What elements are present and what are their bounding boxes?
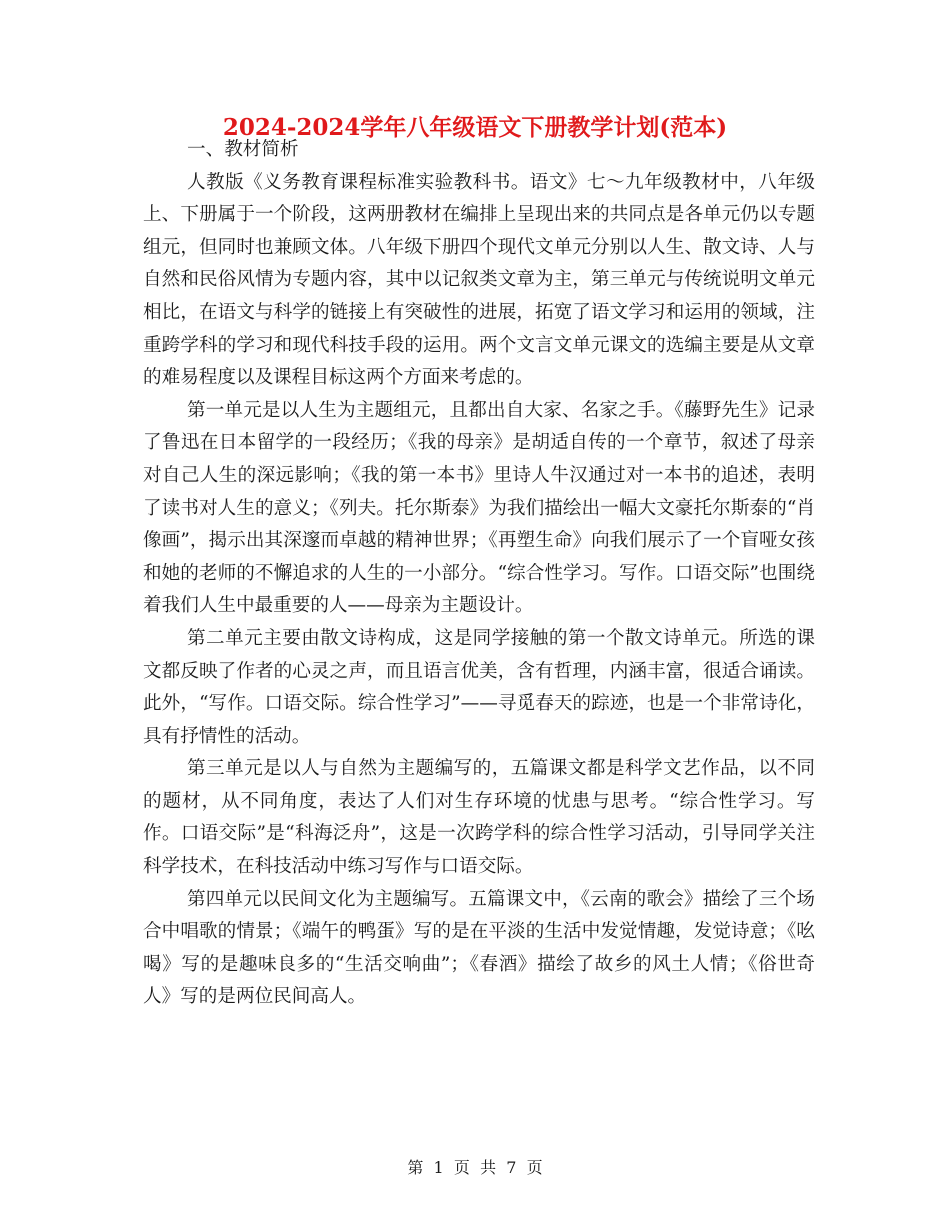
page-footer: 第 1 页 共 7 页	[407, 1158, 543, 1177]
section-heading: 一、教材简析	[187, 139, 299, 160]
page-title: 2024-2024学年八年级语文下册教学计划(范本)	[222, 114, 728, 141]
paragraph-textbook-overview: 人教版《义务教育课程标准实验教科书。语文》七～九年级教材中，八年级上、下册属于一个阶段，这两册教材在编排上呈现出来的共同点是各单元仍以专题组元，但同时也兼顾文体。八年级下册四个现代文单元分别以人生、散文诗、人与自然和民俗风情为专题内容，其中以记叙类文章为主，第三单元与传统说明文单元相比，在语文与科学的链接上有突破性的进展，拓宽了语文学习和运用的领域，注重跨学科的学习和现代科技手段的运用。两个文言文单元课文的选编主要是从文章的难易程度以及课程目标这两个方面来考虑的。	[143, 171, 815, 389]
paragraph-unit-four: 第四单元以民间文化为主题编写。五篇课文中，《云南的歌会》描绘了三个场合中唱歌的情景；《端午的鸭蛋》写的是在平淡的生活中发觉情趣，发觉诗意；《吆喝》写的是趣味良多的“生活交响曲”；《春酒》描绘了故乡的风土人情；《俗世奇人》写的是两位民间高人。	[143, 888, 815, 1008]
document-body	[143, 134, 815, 1014]
paragraph-unit-three: 第三单元是以人与自然为主题编写的，五篇课文都是科学文艺作品，以不同的题材，从不同角度，表达了人们对生存环境的忧患与思考。“综合性学习。写作。口语交际”是“科海泛舟”，这是一次跨学科的综合性学习活动，引导同学关注科学技术，在科技活动中练习写作与口语交际。	[143, 758, 815, 878]
paragraph-unit-two: 第二单元主要由散文诗构成，这是同学接触的第一个散文诗单元。所选的课文都反映了作者的心灵之声，而且语言优美，含有哲理，内涵丰富，很适合诵读。此外，“写作。口语交际。综合性学习”——寻觅春天的踪迹，也是一个非常诗化，具有抒情性的活动。	[143, 627, 815, 747]
paragraph-unit-one: 第一单元是以人生为主题组元，且都出自大家、名家之手。《藤野先生》记录了鲁迅在日本留学的一段经历；《我的母亲》是胡适自传的一个章节，叙述了母亲对自己人生的深远影响；《我的第一本书》里诗人牛汉通过对一本书的追述，表明了读书对人生的意义；《列夫。托尔斯泰》为我们描绘出一幅大文豪托尔斯泰的“肖像画”，揭示出其深邃而卓越的精神世界；《再塑生命》向我们展示了一个盲哑女孩和她的老师的不懈追求的人生的一小部分。“综合性学习。写作。口语交际”也围绕着我们人生中最重要的人——母亲为主题设计。	[143, 399, 815, 617]
